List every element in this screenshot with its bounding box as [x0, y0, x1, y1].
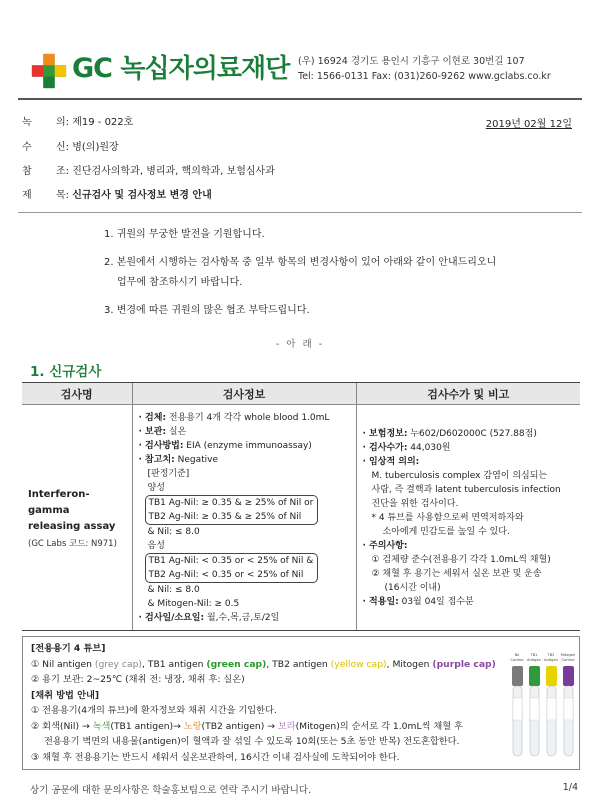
positive-criterion-3: & Nil: ≤ 8.0 [147, 526, 200, 537]
negative-brace [145, 553, 314, 583]
address-line: (우) 16924 경기도 용인시 기흥구 이현로 30번길 107 [298, 56, 525, 67]
test-code: (GC Labs 코드: N971) [28, 538, 117, 549]
storage-label: · 보관: [138, 426, 167, 437]
doc-number-row [22, 113, 133, 128]
reference-value-label: · 참고치: [138, 454, 175, 465]
tube-label-2: Antigen [527, 658, 541, 662]
collection-method-title: [채취 방법 안내] [31, 689, 100, 701]
memo-divider [18, 212, 582, 213]
collection-step-3: ③ 채혈 후 전용용기는 반드시 세워서 실온보관하여, 16시간 이내 검사실에 도착되어야 한다. [31, 751, 400, 763]
paragraph-1: 1. 귀원의 무궁한 발전을 기원합니다. [104, 229, 265, 240]
yellow-cap-text: (yellow cap) [330, 658, 387, 670]
fee-label: · 검사수가: [362, 442, 408, 453]
header-divider [18, 98, 582, 100]
subject-key-a: 제 [22, 190, 32, 201]
header-fee-remarks: 검사수가 및 비고 [356, 383, 580, 405]
fee-remarks-cell [356, 405, 580, 631]
criteria-heading: [판정기준] [147, 468, 190, 479]
doc-number: 제19 - 022호 [72, 117, 134, 128]
storage-value: 실온 [166, 426, 187, 437]
purple-cap-text: (purple cap) [432, 658, 496, 670]
tube-body [530, 686, 539, 756]
tube-body [513, 686, 522, 756]
recipient-row [22, 138, 119, 153]
tube-4 [561, 653, 575, 756]
tube-info-box [22, 636, 580, 770]
tube-box-title: [전용용기 4 튜브] [31, 643, 106, 654]
collection-step-1: ① 전용용기(4개의 튜브)에 환자정보와 채취 시간을 기입한다. [31, 705, 277, 716]
subject-row [22, 186, 212, 201]
caution-label [363, 539, 575, 553]
positive-criteria-group [139, 495, 350, 525]
logo-name-text: 녹십자의료재단 [120, 54, 290, 84]
tube-label-2: Control [510, 658, 524, 662]
significance-2: 사람, 즉 결핵과 latent tuberculosis infection [371, 484, 561, 495]
reference-value: Negative [174, 454, 218, 465]
tube-sticker [530, 698, 539, 720]
negative-criterion-1: TB1 Ag-Nil: < 0.35 or < 25% of Nil & [148, 555, 314, 566]
doc-number-key-a: 녹 [22, 117, 32, 128]
step2-part-d: (Mitogen)의 순서로 각 1.0mL씩 채혈 후 [295, 720, 463, 732]
significance-1: M. tuberculosis complex 감염이 의심되는 [371, 470, 548, 481]
tube-cap [546, 666, 557, 686]
tube-caps-part-d: , Mitogen [386, 658, 433, 670]
tube-storage-line: ② 용기 보관: 2~25℃ (채취 전: 냉장, 채취 후: 실온) [31, 674, 245, 685]
tube-label: TB1 [530, 653, 538, 657]
subject: 신규검사 및 검사정보 변경 안내 [72, 190, 212, 201]
section-title: 1. 신규검사 [30, 364, 102, 380]
step2-yellow: 노랑 [183, 720, 202, 732]
table-row [22, 405, 580, 631]
negative-brace-right [313, 553, 318, 583]
below-marker: - 아 래 - [275, 339, 325, 350]
step2-part-a: ② 회색(Nil) → [31, 720, 93, 732]
recipient: 병(의)원장 [72, 142, 119, 153]
significance-3: 진단을 위한 검사이다. [371, 498, 459, 509]
caution-3: (16시간 이내) [384, 582, 441, 593]
fee-value: 44,030원 [407, 442, 451, 453]
address-block [298, 54, 551, 84]
positive-heading: 양성 [147, 482, 165, 493]
significance-label-text: · 임상적 의의: [362, 456, 420, 467]
paragraph-2a: 2. 본원에서 시행하는 검사항목 중 일부 항목의 변경사항이 있어 아래와 같이 안내드리오니 [104, 257, 497, 268]
insurance-value: 누602/D602000C (527.88점) [407, 428, 537, 439]
test-name-line-1: Interferon-gamma [28, 488, 90, 516]
tube-sticker [564, 698, 573, 720]
tube-3 [544, 653, 558, 756]
footer-note: 상기 공문에 대한 문의사항은 학술홍보팀으로 연락 주시기 바랍니다. [30, 785, 312, 796]
logo-gc-text: GC [72, 53, 112, 84]
insurance-label: · 보험정보: [362, 428, 408, 439]
tube-label: TB2 [547, 653, 555, 657]
test-name-cell [22, 405, 132, 631]
positive-criterion-2: TB2 Ag-Nil: ≥ 0.35 & ≥ 25% of Nil [148, 511, 302, 522]
header-test-info: 검사정보 [132, 383, 356, 405]
caution-2: ② 채혈 후 용기는 세워서 실온 보관 및 운송 [371, 568, 542, 579]
table-header-row [22, 383, 580, 405]
tube-body [564, 686, 573, 756]
method-line [139, 439, 350, 453]
collection-step-2-cont: 전용용기 벽면의 내용물(antigen)이 혈액과 잘 섞일 수 있도록 10회(또는 5초 동안 반복) 전도혼합한다. [44, 736, 460, 747]
recipient-key-b: 신: [56, 142, 70, 153]
positive-brace [145, 495, 314, 525]
test-days-line [139, 611, 350, 625]
significance-4: * 4 튜브를 사용함으로써 면역저하자와 [371, 512, 524, 523]
tube-label-2: Control [561, 658, 575, 662]
reference-key-a: 참 [22, 166, 32, 177]
specimen-value: 전용용기 4개 각각 whole blood 1.0mL [166, 412, 330, 423]
significance-5: 소아에게 민감도를 높일 수 있다. [382, 526, 510, 537]
step2-purple: 보라 [277, 720, 296, 732]
specimen-label: · 검체: [138, 412, 167, 423]
contact-line: Tel: 1566-0131 Fax: (031)260-9262 www.gclabs.co.kr [298, 71, 551, 82]
negative-criterion-4: & Mitogen-Nil: ≥ 0.5 [147, 598, 240, 609]
apply-date-label: · 적용일: [362, 596, 399, 607]
tube-2 [527, 653, 541, 756]
step2-green: 녹색 [92, 720, 111, 732]
paragraph-2b: 업무에 참조하시기 바랍니다. [117, 277, 243, 288]
significance-label [363, 455, 575, 469]
method-value: EIA (enzyme immunoassay) [183, 440, 312, 451]
green-cap-text: (green cap) [206, 658, 267, 670]
test-days-label: · 검사일/소요일: [138, 612, 205, 623]
tube-sticker [547, 698, 556, 720]
gc-cross-logo-icon [30, 52, 68, 90]
doc-number-key-b: 의: [56, 117, 70, 128]
tube-caps-part-c: , TB2 antigen [266, 658, 331, 670]
test-days-value: 월,수,목,금,토/2일 [204, 612, 280, 623]
caution-1: ① 검체량 준수(전용용기 각각 1.0mL씩 채혈) [371, 554, 551, 565]
method-label: · 검사방법: [138, 440, 184, 451]
tube-sticker [513, 698, 522, 720]
doc-date: 2019년 02월 12일 [485, 119, 572, 130]
negative-criterion-2: TB2 Ag-Nil: < 0.35 or < 25% of Nil [148, 569, 304, 580]
test-info-cell [132, 405, 356, 631]
insurance-line [363, 427, 575, 441]
negative-criteria-group [139, 553, 350, 583]
tube-label: Mitogen [560, 653, 576, 657]
tube-cap [563, 666, 574, 686]
tube-cap [512, 666, 523, 686]
header-test-name: 검사명 [22, 383, 132, 405]
tube-label-2: Antigen [544, 658, 558, 662]
tube-body [547, 686, 556, 756]
reference-value-line [139, 453, 350, 467]
reference: 진단검사의학과, 병리과, 핵의학과, 보험심사과 [72, 166, 275, 177]
fee-line [363, 441, 575, 455]
grey-cap-text: (grey cap) [94, 658, 143, 670]
positive-brace-right [313, 495, 318, 525]
page-number: 1/4 [562, 782, 578, 793]
tube-caps-line [31, 657, 571, 673]
reference-key-b: 조: [56, 166, 70, 177]
tube-1 [511, 653, 524, 756]
subject-key-b: 목: [56, 190, 70, 201]
reference-row [22, 162, 275, 177]
tube-cap [529, 666, 540, 686]
tube-label: Nil [514, 653, 520, 657]
collection-step-2 [31, 719, 571, 735]
step2-part-b: (TB1 antigen)→ [110, 720, 184, 732]
caution-label-text: · 주의사항: [362, 540, 408, 551]
specimen-line [139, 411, 350, 425]
apply-date-line [363, 595, 575, 609]
letterhead [0, 0, 600, 100]
apply-date-value: 03월 04일 접수분 [398, 596, 474, 607]
step2-part-c: (TB2 antigen) → [201, 720, 278, 732]
tube-caps-part-a: ① Nil antigen [31, 658, 95, 670]
storage-line [139, 425, 350, 439]
blood-tubes-image [508, 650, 578, 760]
test-name-line-2: releasing assay [28, 520, 116, 532]
tube-caps-part-b: , TB1 antigen [142, 658, 207, 670]
positive-criterion-1: TB1 Ag-Nil: ≥ 0.35 & ≥ 25% of Nil or [148, 497, 314, 508]
logo-wordmark [72, 48, 289, 85]
paragraph-3: 3. 변경에 따른 귀원의 많은 협조 부탁드립니다. [104, 305, 310, 316]
negative-criterion-3: & Nil: ≤ 8.0 [147, 584, 200, 595]
negative-heading: 음성 [147, 540, 165, 551]
recipient-key-a: 수 [22, 142, 32, 153]
new-test-table [22, 382, 580, 631]
